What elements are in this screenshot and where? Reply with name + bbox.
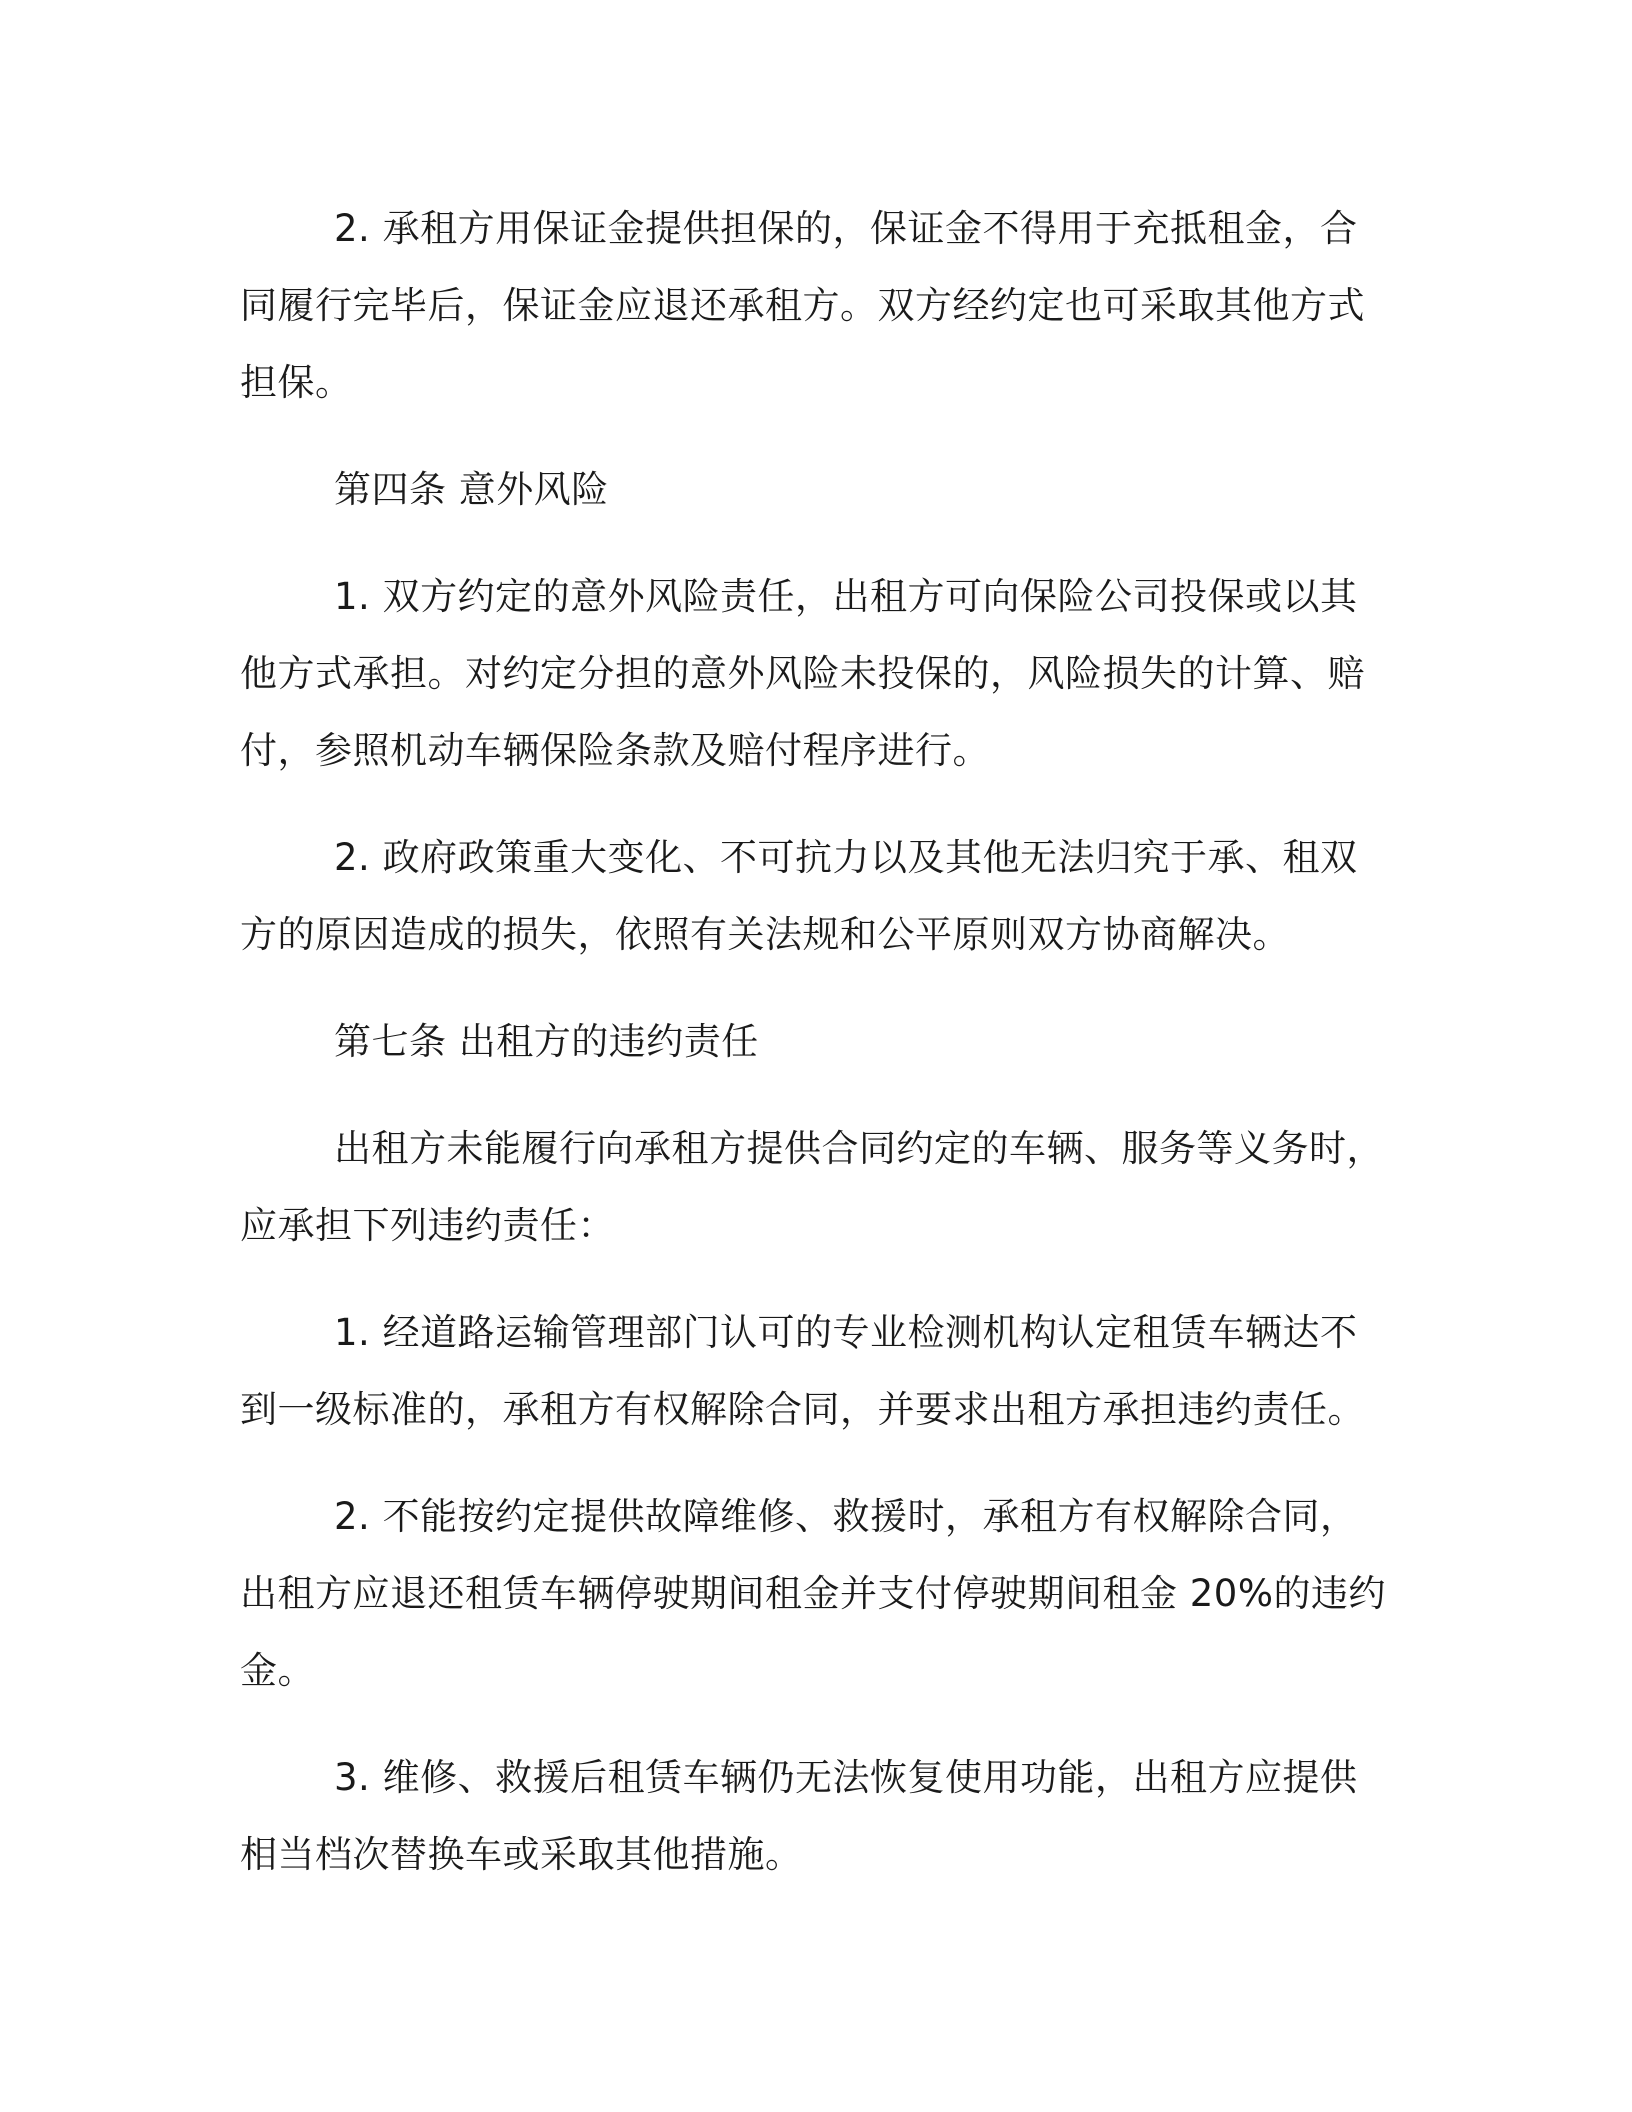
document-body (240, 190, 1390, 1923)
section-heading-accident-risk: 第四条 意外风险 (334, 468, 609, 511)
section-heading-lessor-liability: 第七条 出租方的违约责任 (334, 1020, 759, 1063)
paragraph-replacement-vehicle: 3. 维修、救援后租赁车辆仍无法恢复使用功能，出租方应提供相当档次替换车或采取其他措施。 (240, 1756, 1358, 1876)
paragraph-repair-rescue: 2. 不能按约定提供故障维修、救援时，承租方有权解除合同，出租方应退还租赁车辆停驶期间租金并支付停驶期间租金 20%的违约金。 (240, 1495, 1386, 1692)
paragraph-deposit-guarantee: 2. 承租方用保证金提供担保的，保证金不得用于充抵租金，合同履行完毕后，保证金应退还承租方。双方经约定也可采取其他方式担保。 (240, 207, 1365, 404)
paragraph-lessor-obligations: 出租方未能履行向承租方提供合同约定的车辆、服务等义务时，应承担下列违约责任： (240, 1127, 1384, 1247)
paragraph-inspection-standard: 1. 经道路运输管理部门认可的专业检测机构认定租赁车辆达不到一级标准的，承租方有权解除合同，并要求出租方承担违约责任。 (240, 1311, 1365, 1431)
paragraph-accident-risk-insurance: 1. 双方约定的意外风险责任，出租方可向保险公司投保或以其他方式承担。对约定分担的意外风险未投保的，风险损失的计算、赔付，参照机动车辆保险条款及赔付程序进行。 (240, 575, 1365, 772)
paragraph-force-majeure: 2. 政府政策重大变化、不可抗力以及其他无法归究于承、租双方的原因造成的损失，依照有关法规和公平原则双方协商解决。 (240, 836, 1358, 956)
